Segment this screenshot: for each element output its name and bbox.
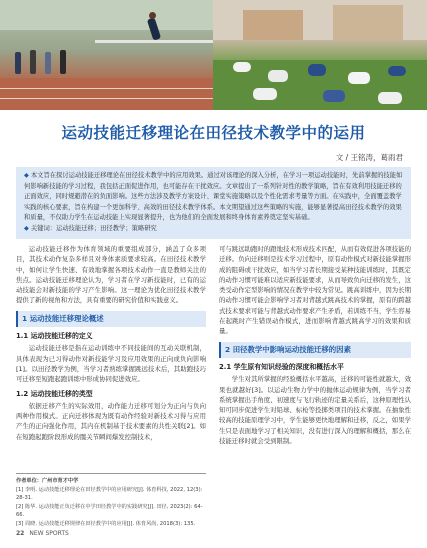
reference-item: [2] 陈华. 运动技能正负迁移在中学田径教学中的实践研究[J]. 田径, 2023(2): 64-66.: [16, 503, 203, 519]
header-photos: [0, 0, 427, 110]
subheading-2-1: 2.1 学生原有知识经验的深度和概括水平: [219, 362, 344, 371]
footnotes: [16, 473, 206, 529]
article-title: 运动技能迁移理论在田径技术教学中的运用: [61, 124, 366, 142]
intro-paragraph: 运动技能迁移作为体育领域的重要组成部分，涵盖了众多项目，其技术动作复杂多样且对身体素质要求较高。在田径技术教学中，如何让学生快速、有效地掌握各项技术动作一直是教师关注的焦点。运动技能迁移理论认为，学习者在学习新技能时，已有的运动技能会对新技能的学习产生影响。这一理论为优化田径技术教学提供了新的视角和方法，具有重要的研究价值和实践意义。: [16, 245, 206, 305]
subheading-1-1: 1.1 运动技能迁移的定义: [16, 332, 93, 341]
paragraph-1-2: 依据迁移产生的实际效用，动作能力迁移可划分为正向与负向两种作用模式。正向迁移体现为既有动作经验对新技术习得与应用产生的正向强化作用，其内在机制基于技术要素的共性关联[2]。如在短跑起跑阶段形成的髋关节瞬间爆发控制技术，: [16, 401, 206, 441]
paragraph-1-1: 运动技能迁移是指在运动训练中不同技能间的互动关联机制，具体表现为已习得动作对新技能学习及应用效果的正向或负向影响[1]。以田径教学为例，当学习者熟练掌握跳远技术后，其助跑技巧可迁移至短跑起跑训练中形成协同促进效应。: [16, 344, 206, 384]
abstract-box: [16, 167, 411, 239]
reference-item: [1] 李明. 运动技能迁移理论在田径教学中的应用研究[J]. 体育科技, 2022, 12(3): 28-31.: [16, 486, 203, 502]
bullet-icon: ◆: [24, 172, 31, 179]
reference-item: [3] 周晓. 运动技能迁移规律在田径教学中的应用[J]. 体育风尚, 2018(3): 135.: [16, 520, 196, 527]
section-heading-2: 2 田径教学中影响运动技能迁移的因素: [219, 342, 411, 358]
abstract-body: 本文旨在探讨运动技能迁移理论在田径技术教学中的应用效果。通过对该理论的深入分析，在学习一项运动技能时，先前掌握的技能如何影响新技能的学习过程，我包括正面促进作用，也可能存在干扰效应。文章提出了一系列针对性的教学策略，旨在有效利用技能迁移的正面效应，同时规避潜在的负面影响。这些方法涉及教学方案设计、课堂实施策略以及个性化需求考量等方面。在实践中，全面覆盖教学实践的核心要素，旨在构建一个更加科学、高效的田径技术教学体系。本文期望通过这些策略的实施，能够显著提高田径技术教学的效果和质量，不仅助力学生在运动技能上实现显著提升，也为他们的全面发展和终身体育素养奠定坚实基础。: [24, 172, 403, 221]
page-number: 22: [16, 530, 25, 537]
page-footer: [16, 530, 69, 537]
left-column: [16, 244, 206, 442]
abstract-text: [24, 171, 403, 224]
paragraph-2-1: 学生对其所掌握的经验概括水平越高，迁移的可能性就越大，效果也就越好[3]。以运动生物力学中的抛体运动规律为例，当学习者系统掌握出手角度、初速度与飞行轨迹的定量关系后，这种原理性认知可同步促进学生对铅球、标枪等投掷类项目的技术掌握。在抽象性较高的技能原理学习中，学生能够更快地理解和迁移，反之，如果学生只是表面地学习了相关知识，没有进行深入的理解和概括，那么在技能迁移时就会受到限制。: [219, 375, 411, 446]
section-heading-1: 1 运动技能迁移理论概述: [16, 311, 206, 327]
author-affiliation: 作者单位：广州市育才中学: [16, 478, 79, 484]
subheading-1-2: 1.2 运动技能迁移的类型: [16, 389, 93, 398]
continued-paragraph: 可与跳远助跑时的蹬地技术形成技术匹配，从而有效促进各项技能的迁移。负向迁移则是技术学习过程中，原有动作模式对新技能掌握形成的阻碍或干扰效应，如当学习者长期接受某种技能训练时，其既定的动作习惯可能难以适应新技能要求，从而导致负向迁移的发生，这类受动作定型影响的情况在教学中较为常见。跳高训练中，因为长期的动作习惯可能会影响学习者对背越式跳高技术的掌握，原有的跨越式技术要求可能与背越式动作要求产生矛盾，若训练不当，学生容易在起跳时产生错误动作模式，进而影响背越式跳高学习的效果和质量。: [219, 245, 411, 336]
journal-name: NEW SPORTS: [29, 530, 69, 537]
keywords-text: 关键词：运动技能迁移；田径教学；策略研究: [30, 224, 157, 232]
bullet-icon: ◆: [24, 224, 31, 232]
author-line: 文 / 王铭涛，葛雨君: [335, 153, 403, 162]
photo-stretching-class: [213, 0, 427, 110]
keywords: [24, 224, 403, 235]
photo-high-jump: [0, 0, 213, 110]
right-column: [219, 244, 411, 446]
